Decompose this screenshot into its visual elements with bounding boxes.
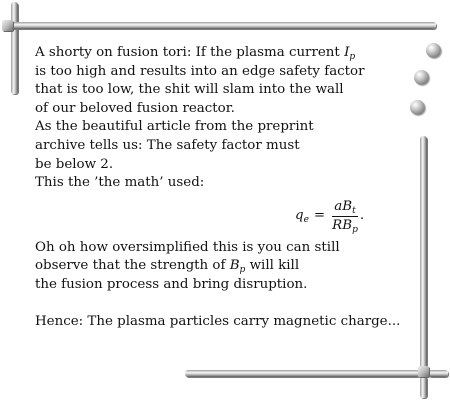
- conclusion-line-2-prefix: observe that the strength of: [35, 258, 230, 274]
- frame-bottom-right-corner: [418, 366, 429, 377]
- article-line-3: be below 2.: [35, 156, 114, 172]
- equation-fraction: [330, 199, 360, 234]
- conclusion-line-2-suffix: will kill: [245, 258, 300, 274]
- equation-equals: =: [313, 207, 326, 223]
- article-line-2: archive tells us: The safety factor must: [35, 137, 300, 153]
- frame-left-bar: [11, 2, 18, 94]
- intro-line-3: that is too low, the shit will slam into the wall: [35, 82, 344, 98]
- frame-bottom-bar: [185, 370, 420, 377]
- numerator-var: aB: [334, 198, 353, 214]
- paragraph-gap: [35, 295, 420, 313]
- poloidal-field-symbol: B: [229, 258, 240, 274]
- intro-line-1: [35, 44, 420, 63]
- final-line-1: Hence: The plasma particles carry magnetic charge...: [35, 313, 401, 329]
- denominator-sub: p: [352, 224, 358, 235]
- conclusion-line-2: [35, 257, 420, 276]
- article-text: [35, 44, 420, 331]
- plasma-current-symbol: I: [344, 45, 350, 60]
- equation-body: [295, 199, 364, 234]
- safety-factor-equation: [35, 195, 420, 235]
- frame-top-bar: [6, 22, 436, 29]
- frame-bottom-right-post: [420, 376, 427, 398]
- equation-lhs-var: q: [295, 207, 304, 223]
- conclusion-line-1: Oh oh how oversimplified this is you can still: [35, 239, 340, 255]
- equation-denominator: [330, 217, 360, 234]
- frame-bottom-right-stub: [428, 370, 448, 377]
- equation-numerator: [332, 199, 357, 217]
- equation-lhs-sub: e: [303, 214, 309, 225]
- article-line-1: As the beautiful article from the preprint: [35, 119, 314, 135]
- plasma-current-subscript: p: [349, 52, 356, 62]
- intro-line-2: is too high and results into an edge safety factor: [35, 63, 365, 79]
- decorative-ball-1: [426, 43, 441, 58]
- equation-period: .: [359, 207, 365, 223]
- frame-right-bar: [420, 136, 427, 368]
- frame-top-left-corner: [2, 20, 13, 31]
- article-line-4: This the ’the math’ used:: [35, 175, 205, 191]
- conclusion-line-3: the fusion process and bring disruption.: [35, 276, 308, 292]
- equation-lhs: [295, 207, 309, 226]
- denominator-var: RB: [332, 217, 353, 233]
- poloidal-field-subscript: p: [239, 265, 246, 276]
- numerator-sub: t: [352, 205, 356, 216]
- intro-line-1-text: A shorty on fusion tori: If the plasma current: [35, 45, 345, 60]
- intro-line-4: of our beloved fusion reactor.: [35, 100, 235, 116]
